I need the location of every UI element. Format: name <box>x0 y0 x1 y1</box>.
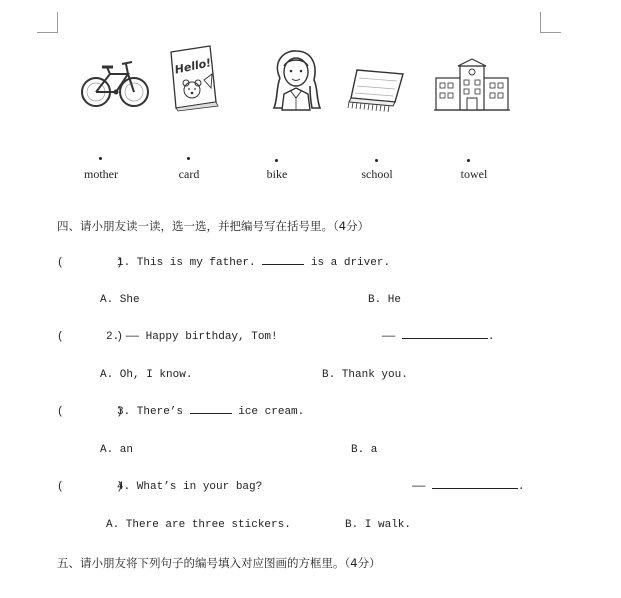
card-greeting-text: Hello! <box>173 56 213 77</box>
q2-option-b: B. Thank you. <box>322 369 408 381</box>
corner-mark-right <box>540 12 561 33</box>
word-card: card <box>178 167 200 181</box>
word-mother: mother <box>84 167 118 181</box>
match-dot-5[interactable] <box>467 159 470 162</box>
q1-question <box>117 257 390 269</box>
q4-answer-paren[interactable]: ( ) <box>57 481 124 493</box>
q1-option-a: A. She <box>100 294 140 306</box>
q2-question: 2. —— Happy birthday, Tom! <box>106 331 278 343</box>
q3-blank[interactable] <box>190 413 232 414</box>
towel-illustration <box>345 66 407 112</box>
school-building-illustration <box>434 58 510 112</box>
word-bike: bike <box>266 167 288 181</box>
section5-heading: 五、请小朋友将下列句子的编号填入对应图画的方框里。（4分） <box>57 556 381 570</box>
bicycle-illustration <box>80 58 152 110</box>
q2-answer-paren[interactable]: ( ) <box>57 331 124 343</box>
q1-blank[interactable] <box>262 264 304 265</box>
q3-answer-paren[interactable]: ( ) <box>57 406 124 418</box>
q3-text-a: 3. There’s <box>117 406 184 418</box>
match-dot-3[interactable] <box>275 159 278 162</box>
q2-blank[interactable] <box>402 338 488 339</box>
q4-reply-dash: —— <box>412 481 426 493</box>
q1-option-b: B. He <box>368 294 402 306</box>
q3-option-b: B. a <box>351 444 378 456</box>
q3-option-a: A. an <box>100 444 134 456</box>
q2-reply-dash: —— <box>382 331 396 343</box>
q2-reply: —— . <box>382 331 495 343</box>
q4-reply: —— . <box>412 481 525 493</box>
q1-answer-paren[interactable]: ( ) <box>57 257 124 269</box>
match-dot-1[interactable] <box>99 157 102 160</box>
q1-text-a: 1. This is my father. <box>117 257 256 269</box>
q4-option-b: B. I walk. <box>345 519 412 531</box>
q4-question: 4. What’s in your bag? <box>117 481 263 493</box>
q3-question <box>117 406 304 418</box>
word-school: school <box>361 167 393 181</box>
word-towel: towel <box>460 167 488 181</box>
q4-option-a: A. There are three stickers. <box>106 519 291 531</box>
q3-text-b: ice cream. <box>238 406 305 418</box>
greeting-card-illustration <box>168 44 220 112</box>
match-dot-2[interactable] <box>187 157 190 160</box>
q4-blank[interactable] <box>432 488 518 489</box>
corner-mark-left <box>37 12 58 33</box>
q1-text-b: is a driver. <box>310 257 391 269</box>
section4-heading: 四、请小朋友读一读，选一选，并把编号写在括号里。（4分） <box>57 219 370 233</box>
q2-option-a: A. Oh, I know. <box>100 369 193 381</box>
woman-illustration <box>266 48 326 112</box>
match-dot-4[interactable] <box>375 159 378 162</box>
